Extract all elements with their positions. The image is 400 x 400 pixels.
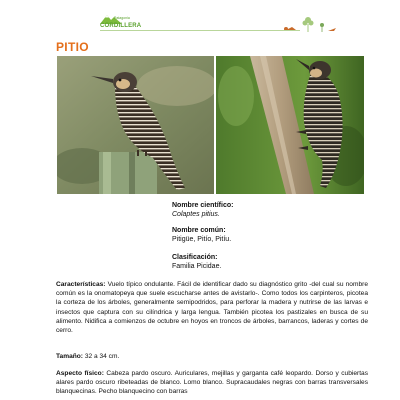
characteristics-paragraph bbox=[56, 280, 368, 335]
size-paragraph bbox=[56, 352, 368, 361]
logo-text: CORDILLERA bbox=[100, 23, 142, 29]
bird-photo-left bbox=[57, 56, 214, 194]
classification-block bbox=[172, 253, 372, 271]
scientific-name-label: Nombre científico: bbox=[172, 202, 234, 209]
page-title: PITIO bbox=[56, 40, 89, 54]
characteristics-label: Características: bbox=[56, 281, 106, 288]
logo-small-text: Patagonia bbox=[114, 16, 130, 20]
decorative-plants-icon bbox=[278, 14, 338, 34]
classification-label: Clasificación: bbox=[172, 254, 218, 261]
aspect-paragraph bbox=[56, 369, 368, 397]
classification-value: Familia Picidae. bbox=[172, 263, 222, 270]
size-label: Tamaño: bbox=[56, 353, 83, 360]
common-name-value: Pitigüe, Pitío, Pitíu. bbox=[172, 236, 232, 243]
scientific-name-value: Colaptes pitius. bbox=[172, 211, 220, 218]
aspect-label: Aspecto físico: bbox=[56, 370, 104, 377]
common-name-label: Nombre común: bbox=[172, 227, 226, 234]
size-text: 32 a 34 cm. bbox=[84, 353, 120, 360]
scientific-name-block bbox=[172, 201, 372, 219]
header-rule bbox=[100, 30, 300, 31]
characteristics-text: Vuelo típico ondulante. Fácil de identificar dado su diagnóstico grito -del cual su nombre común es la onomatopeya que suele escucharse antes de avistarlo-. Como todos los carpinteros, picotea la corteza de los árboles, generalmente semipodridos, para perforar la madera y nutrirse de las larvas e insectos que captura con su cilíndrica y larga lengua. También picotea los pastizales en busca de su alimento. Nidifica a comienzos de octubre en hoyos en troncos de árboles, barrancos, laderas y cortes de cerro. bbox=[56, 281, 368, 335]
page-header bbox=[0, 0, 400, 38]
aspect-text: Cabeza pardo oscuro. Auriculares, mejillas y garganta café leopardo. Dorso y cubiertas alares pardo oscuro ribeteadas de blanco. Lomo blanco. Supracaudales negras con barras transversales blanquecinas. Pecho blanquecino con barras bbox=[56, 370, 369, 396]
bird-photo-right bbox=[216, 56, 364, 194]
common-name-block bbox=[172, 226, 372, 244]
